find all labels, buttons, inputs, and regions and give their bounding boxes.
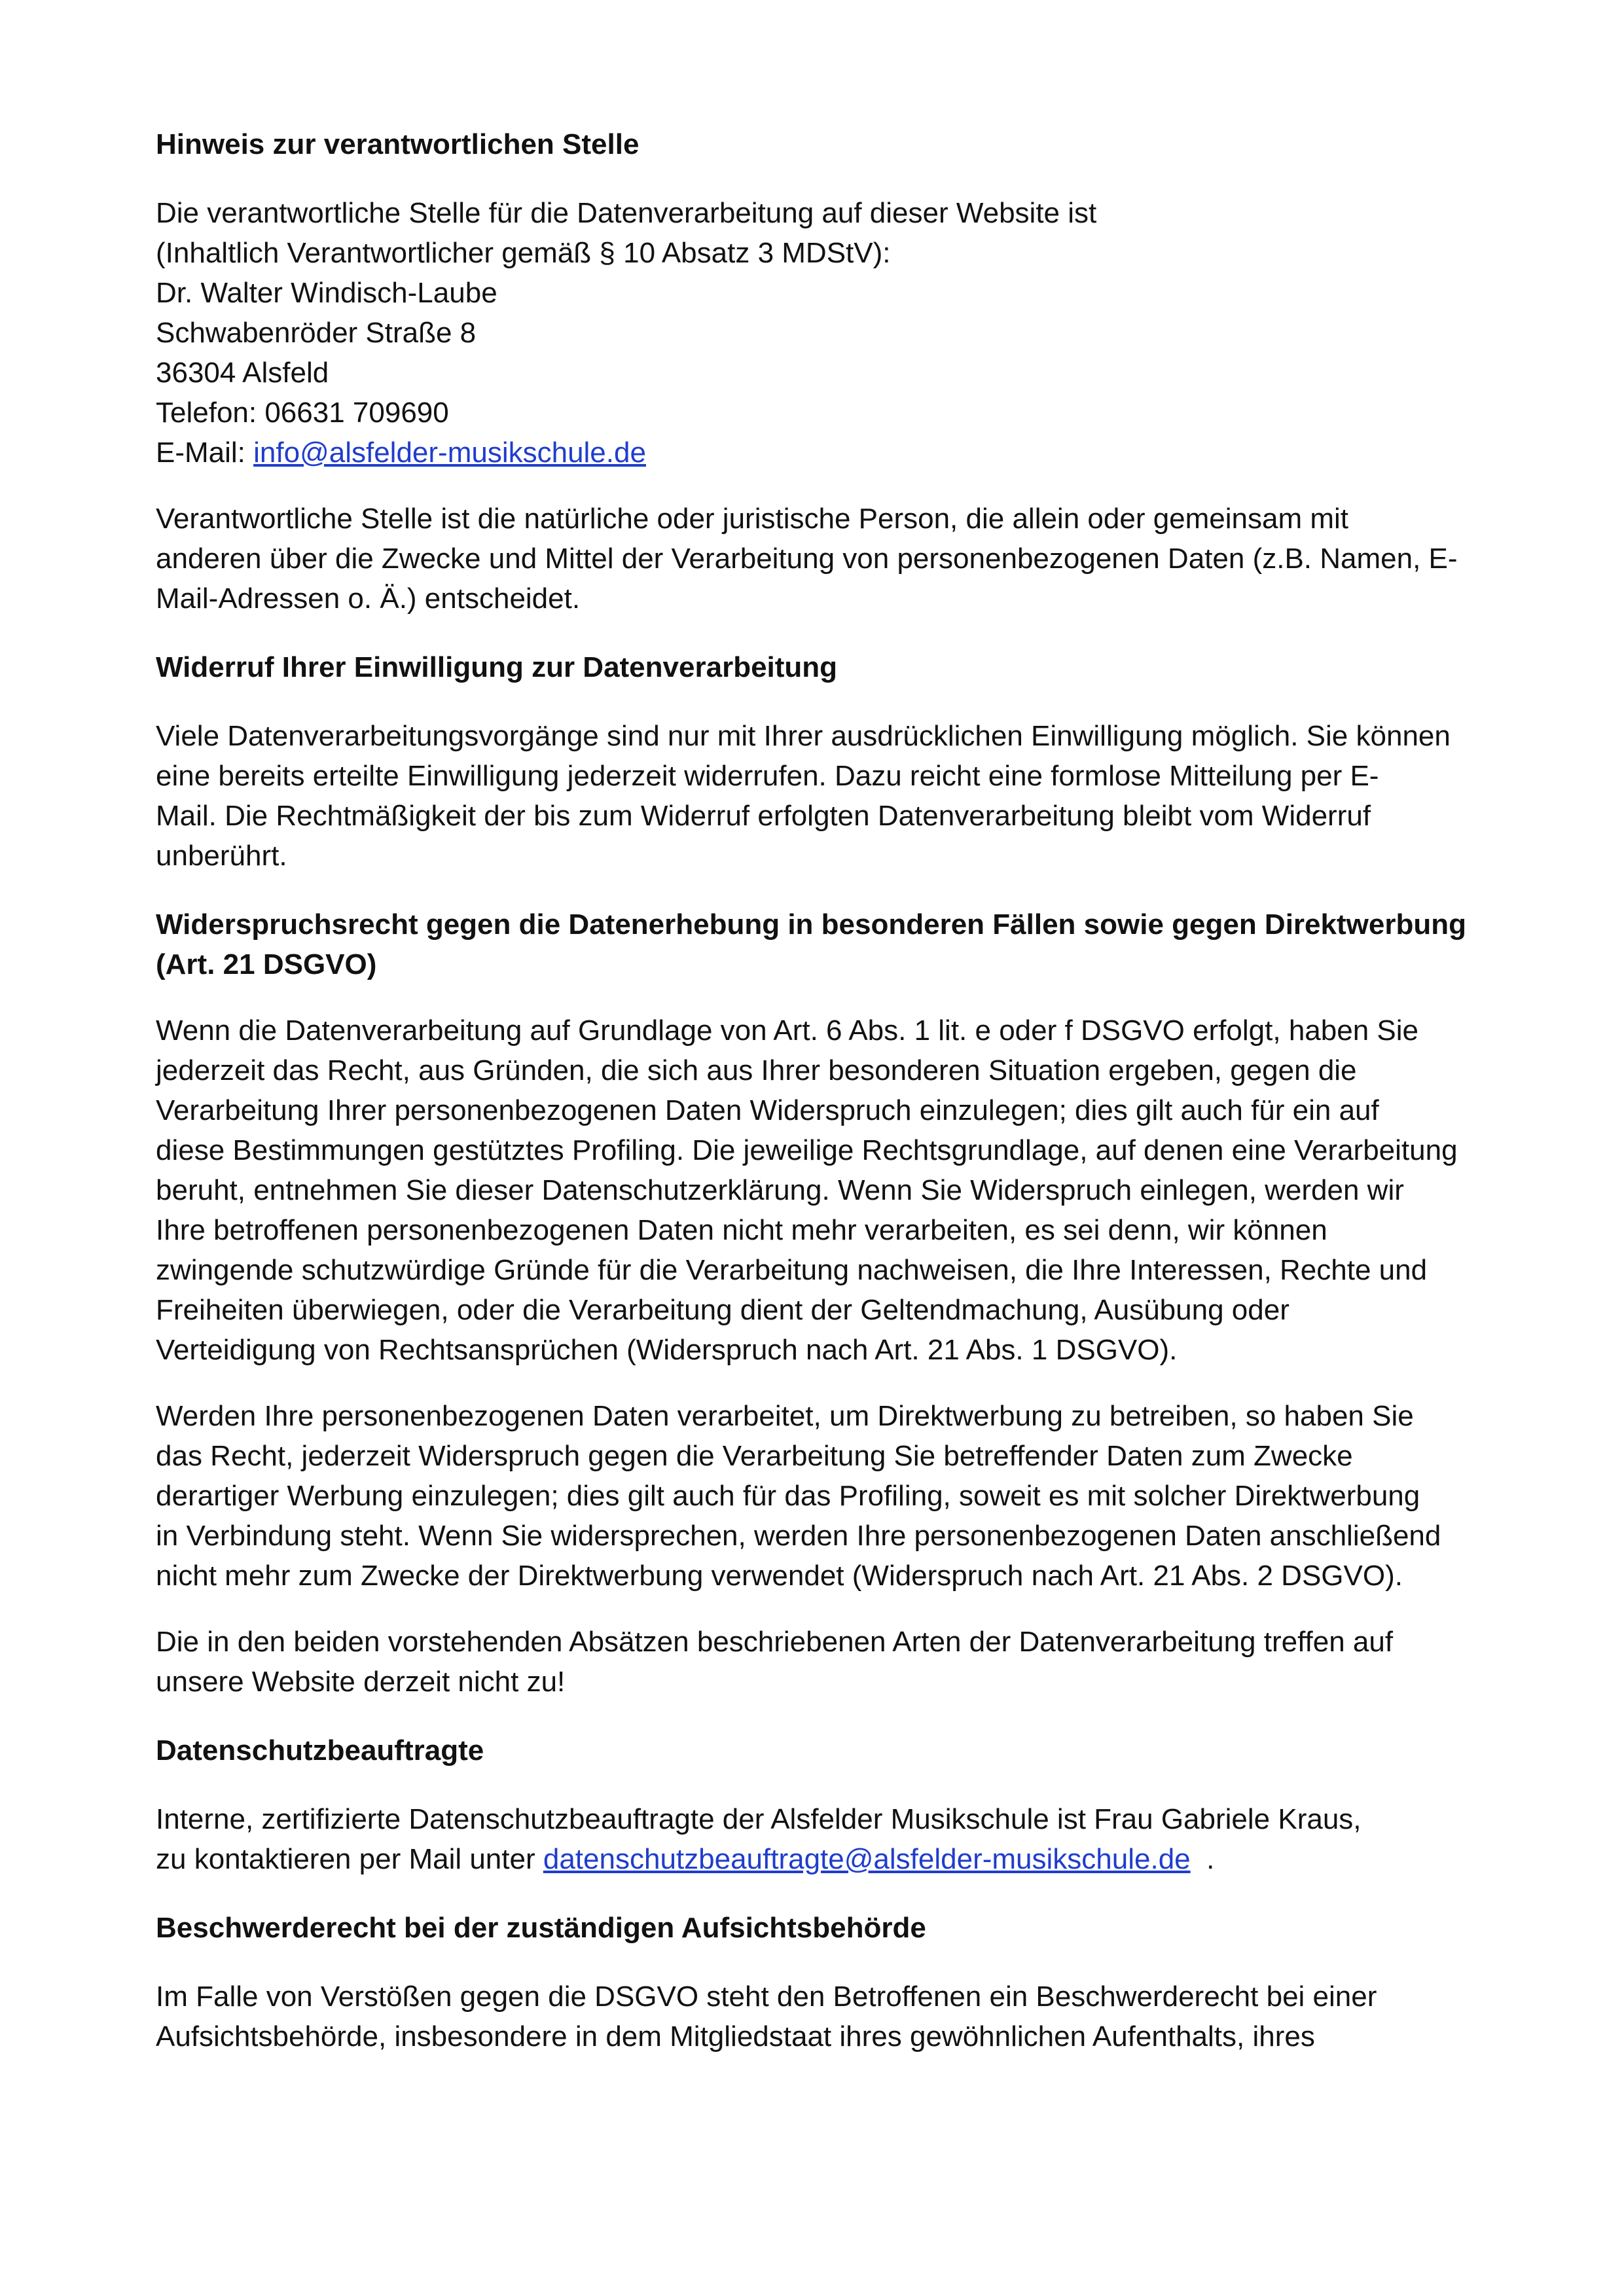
email-link-dpo[interactable]: datenschutzbeauftragte@alsfelder-musikschule.de: [543, 1843, 1191, 1875]
document-page: [156, 124, 1530, 2056]
responsible-party-address: Die verantwortliche Stelle für die Datenverarbeitung auf dieser Website ist (Inhaltlich Verantwortlicher gemäß § 10 Absatz 3 MDStV): Dr. Walter Windisch-Laube Schwabenröder Straße 8 36304 Alsfeld Telefon: 06631 709690 E-Mail: info@alsfelder-musikschule.de: [156, 193, 1530, 473]
paragraph-right-to-object-1: Wenn die Datenverarbeitung auf Grundlage von Art. 6 Abs. 1 lit. e oder f DSGVO erfolgt, haben Sie jederzeit das Recht, aus Gründen, die sich aus Ihrer besonderen Situation ergeben, gegen die Verarbeitung Ihrer personenbezogenen Daten Widerspruch einzulegen; dies gilt auch für ein auf diese Bestimmungen gestütztes Profiling. Die jeweilige Rechtsgrundlage, auf denen eine Verarbeitung beruht, entnehmen Sie dieser Datenschutzerklärung. Wenn Sie Widerspruch einlegen, werden wir Ihre betroffenen personenbezogenen Daten nicht mehr verarbeiten, es sei denn, wir können zwingende schutzwürdige Gründe für die Verarbeitung nachweisen, die Ihre Interessen, Rechte und Freiheiten überwiegen, oder die Verarbeitung dient der Geltendmachung, Ausübung oder Verteidigung von Rechtsansprüchen (Widerspruch nach Art. 21 Abs. 1 DSGVO).: [156, 1014, 1458, 1366]
email-line: E-Mail: info@alsfelder-musikschule.de: [156, 437, 646, 469]
paragraph-right-to-complain: Im Falle von Verstößen gegen die DSGVO steht den Betroffenen ein Beschwerderecht bei einer Aufsichtsbehörde, insbesondere in dem Mitgliedstaat ihres gewöhnlichen Aufenthalts, ihres: [156, 1981, 1377, 2053]
heading-data-protection-officer: Datenschutzbeauftragte: [156, 1734, 484, 1767]
email-link-info[interactable]: info@alsfelder-musikschule.de: [253, 437, 646, 469]
paragraph-right-to-object-2: Werden Ihre personenbezogenen Daten verarbeitet, um Direktwerbung zu betreiben, so haben Sie das Recht, jederzeit Widerspruch gegen die Verarbeitung Sie betreffender Daten zum Zwecke derartiger Werbung einzulegen; dies gilt auch für das Profiling, soweit es mit solcher Direktwerbung in Verbindung steht. Wenn Sie widersprechen, werden Ihre personenbezogenen Daten anschließend nicht mehr zum Zwecke der Direktwerbung verwendet (Widerspruch nach Art. 21 Abs. 2 DSGVO).: [156, 1400, 1441, 1592]
heading-right-to-complain: Beschwerderecht bei der zuständigen Aufsichtsbehörde: [156, 1912, 926, 1944]
paragraph-right-to-object-3: Die in den beiden vorstehenden Absätzen beschriebenen Arten der Datenverarbeitung treffen auf unsere Website derzeit nicht zu!: [156, 1626, 1394, 1698]
heading-right-to-object: Widerspruchsrecht gegen die Datenerhebung in besonderen Fällen sowie gegen Direktwerbung (Art. 21 DSGVO): [156, 908, 1466, 980]
paragraph-responsible-definition: Verantwortliche Stelle ist die natürliche oder juristische Person, die allein oder gemeinsam mit anderen über die Zwecke und Mittel der Verarbeitung von personenbezogenen Daten (z.B. Namen, E- Mail-Adressen o. Ä.) entscheidet.: [156, 503, 1458, 615]
heading-consent-withdrawal: Widerruf Ihrer Einwilligung zur Datenverarbeitung: [156, 651, 838, 683]
paragraph-data-protection-officer: Interne, zertifizierte Datenschutzbeauftragte der Alsfelder Musikschule ist Frau Gabriele Kraus, zu kontaktieren per Mail unter datenschutzbeauftragte@alsfelder-musikschule.de .: [156, 1803, 1362, 1875]
heading-responsible-party: Hinweis zur verantwortlichen Stelle: [156, 128, 640, 160]
paragraph-consent-withdrawal: Viele Datenverarbeitungsvorgänge sind nur mit Ihrer ausdrücklichen Einwilligung möglich. Sie können eine bereits erteilte Einwilligung jederzeit widerrufen. Dazu reicht eine formlose Mitteilung per E- Mail. Die Rechtmäßigkeit der bis zum Widerruf erfolgten Datenverarbeitung bleibt vom Widerruf unberührt.: [156, 720, 1451, 872]
